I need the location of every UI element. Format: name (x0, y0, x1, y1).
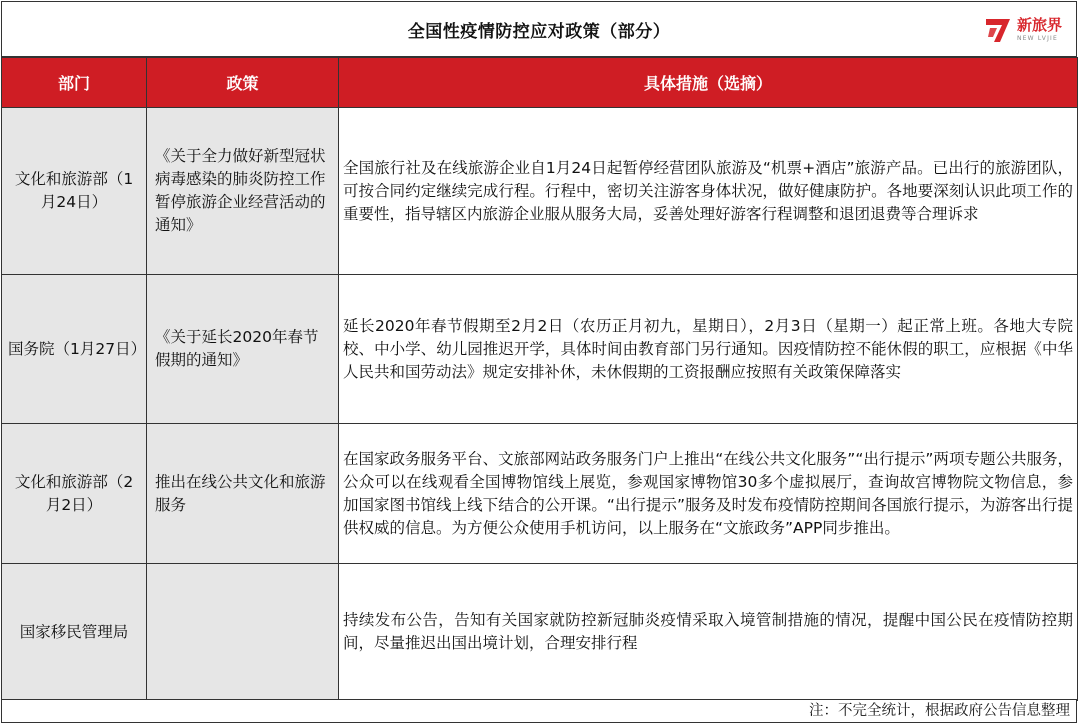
footnote: 注：不完全统计，根据政府公告信息整理 (1, 699, 1077, 723)
row-policy: 《关于全力做好新型冠状病毒感染的肺炎防控工作暂停旅游企业经营活动的通知》 (147, 108, 339, 275)
table-row (2, 108, 1078, 275)
header-dept: 部门 (2, 58, 147, 108)
row-policy (147, 564, 339, 701)
table-header-row (2, 58, 1078, 108)
table-row (2, 564, 1078, 701)
brand-logo (984, 12, 1062, 48)
row-measures: 在国家政务服务平台、文旅部网站政务服务门户上推出“在线公共文化服务”“出行提示”两项专题公共服务，公众可以在线观看全国博物馆线上展览，参观国家博物馆30多个虚拟展厅，查询故宫博物院文物信息，参加国家图书馆线上线下结合的公开课。“出行提示”服务及时发布疫情防控期间各国旅行提示，为游客出行提供权威的信息。为方便公众使用手机访问，以上服务在“文旅政务”APP同步推出。 (339, 424, 1078, 564)
page-title: 全国性疫情防控应对政策（部分） (407, 21, 671, 42)
policy-table (1, 57, 1078, 701)
table-row (2, 424, 1078, 564)
row-dept: 文化和旅游部（1月24日） (2, 108, 147, 275)
brand-logo-cn: 新旅界 (1016, 16, 1062, 34)
row-measures: 延长2020年春节假期至2月2日（农历正月初九，星期日），2月3日（星期一）起正常上班。各地大专院校、中小学、幼儿园推迟开学，具体时间由教育部门另行通知。因疫情防控不能休假的职工，应根据《中华人民共和国劳动法》规定安排补休，未休假期的工资报酬应按照有关政策保障落实 (339, 275, 1078, 424)
row-dept: 国家移民管理局 (2, 564, 147, 701)
table-row (2, 275, 1078, 424)
row-measures: 全国旅行社及在线旅游企业自1月24日起暂停经营团队旅游及“机票+酒店”旅游产品。已出行的旅游团队，可按合同约定继续完成行程。行程中，密切关注游客身体状况，做好健康防护。各地要深刻认识此项工作的重要性，指导辖区内旅游企业服从服务大局，妥善处理好游客行程调整和退团退费等合理诉求 (339, 108, 1078, 275)
row-policy: 《关于延长2020年春节假期的通知》 (147, 275, 339, 424)
row-policy: 推出在线公共文化和旅游服务 (147, 424, 339, 564)
header-policy: 政策 (147, 58, 339, 108)
brand-logo-mark-icon (984, 16, 1014, 44)
row-dept: 文化和旅游部（2月2日） (2, 424, 147, 564)
brand-logo-en: NEW LVJIE (1016, 35, 1059, 42)
title-bar (1, 1, 1077, 57)
row-measures: 持续发布公告，告知有关国家就防控新冠肺炎疫情采取入境管制措施的情况，提醒中国公民在疫情防控期间，尽量推迟出国出境计划，合理安排行程 (339, 564, 1078, 701)
header-measures: 具体措施（选摘） (339, 58, 1078, 108)
row-dept: 国务院（1月27日） (2, 275, 147, 424)
